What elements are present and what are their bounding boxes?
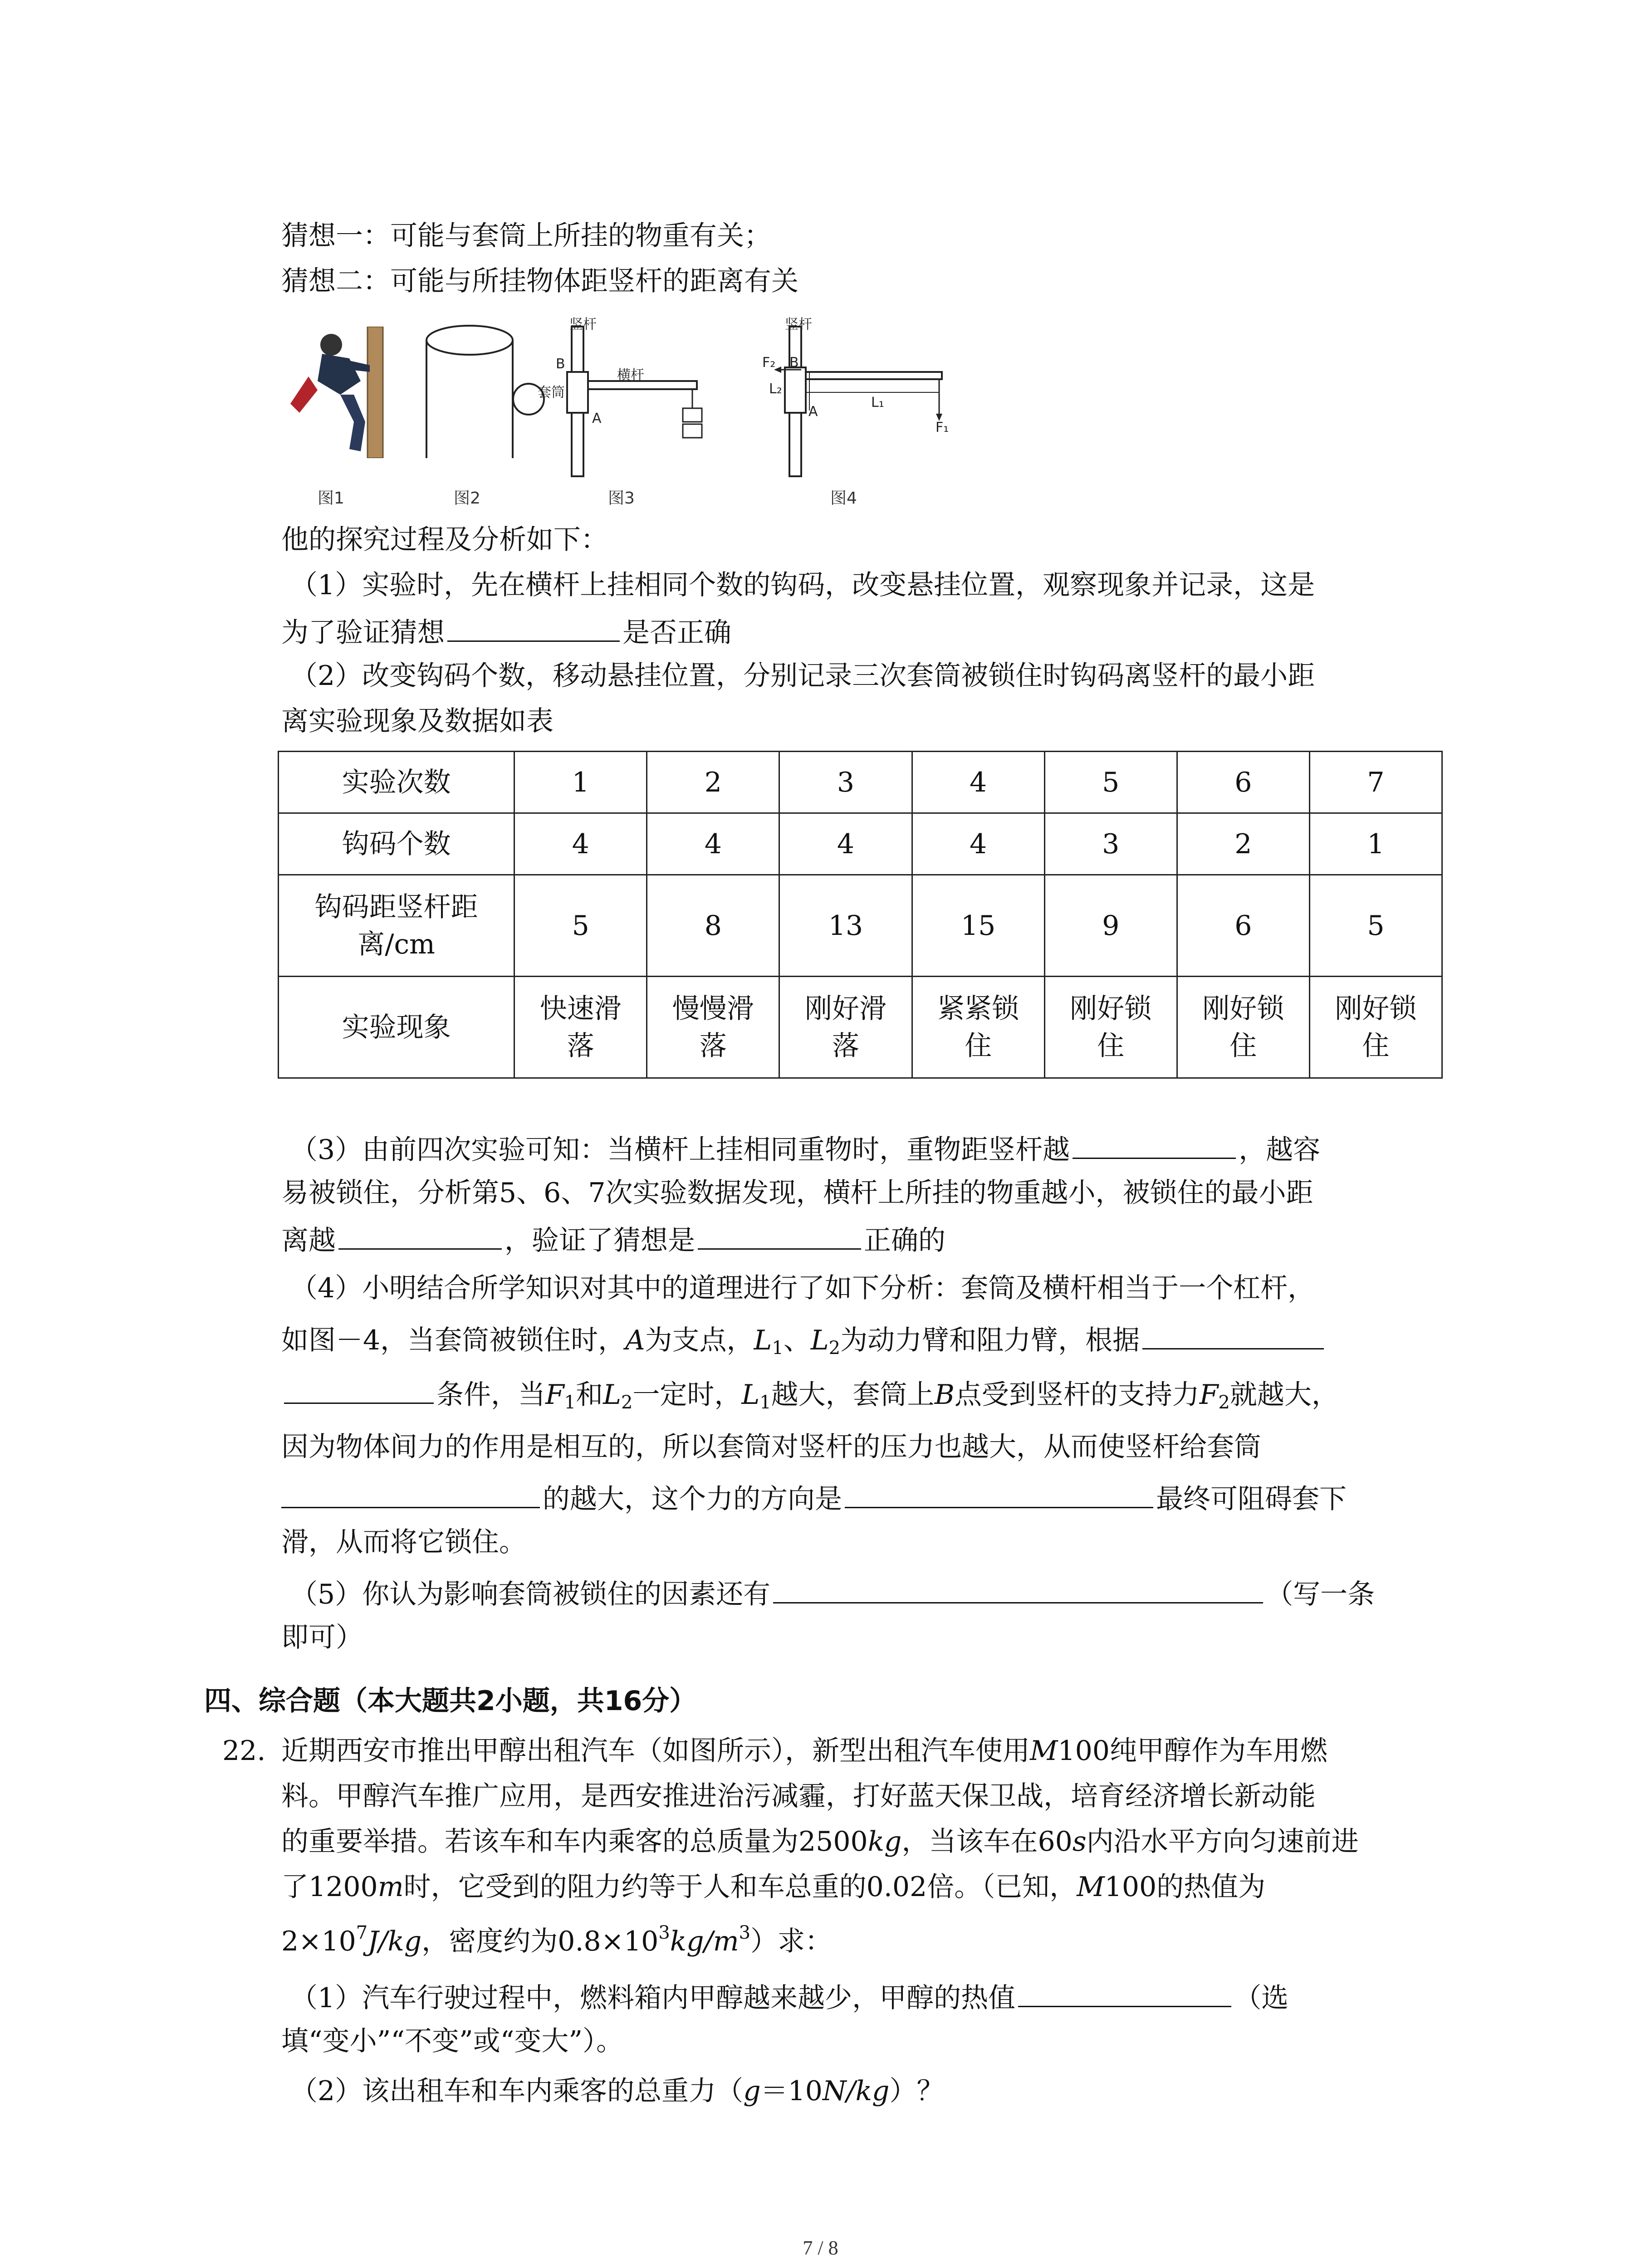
table-cell: 7 (1309, 752, 1442, 813)
answer-blank-6[interactable] (281, 1479, 540, 1508)
table-cell: 5 (1309, 875, 1442, 977)
table-cell: 4 (912, 752, 1044, 813)
table-cell: 1 (514, 752, 647, 813)
experiment-data-table (278, 751, 1443, 1079)
question-4-line-2: 如图－4，当套筒被锁住时，A为支点，$L_1$、$L_2$为动力臂和阻力臂，根据 (281, 1320, 1443, 1359)
figure-4-caption: 图4 (830, 489, 857, 508)
table-cell: 8 (647, 875, 779, 977)
section-4-title: 四、综合题（本大题共2小题，共16分） (204, 1685, 697, 1717)
answer-blank-1[interactable] (447, 612, 620, 642)
answer-blank-5a[interactable] (1142, 1320, 1324, 1349)
question-3-line-3: 离越 ，验证了猜想是 正确的 (281, 1220, 1443, 1259)
question-2-line-1: （2）改变钩码个数，移动悬挂位置，分别记录三次套筒被锁住时钩码离竖杆的最小距 (290, 660, 1315, 692)
figure-4-label-f2: F₂ (762, 355, 776, 371)
figure-3-caption: 图3 (608, 489, 635, 508)
answer-blank-8[interactable] (773, 1574, 1263, 1603)
table-row (279, 752, 1442, 813)
question-5-line-1: （5）你认为影响套筒被锁住的因素还有 （写一条 (290, 1574, 1452, 1613)
table-cell: 2 (1177, 813, 1309, 875)
answer-blank-2[interactable] (1073, 1129, 1236, 1159)
figure-2-sleeve-drawing (422, 322, 554, 467)
table-cell: 3 (1044, 813, 1177, 875)
table-cell: 慢慢滑 落 (647, 977, 779, 1078)
answer-blank-7[interactable] (845, 1479, 1153, 1508)
table-cell: 刚好锁 住 (1177, 977, 1309, 1078)
question-1-line-1: （1）实验时，先在横杆上挂相同个数的钩码，改变悬挂位置，观察现象并记录，这是 (290, 569, 1315, 601)
question-3-line-1: （3）由前四次实验可知：当横杆上挂相同重物时，重物距竖杆越 ，越容 (290, 1129, 1452, 1168)
table-cell: 13 (779, 875, 912, 977)
table-row (279, 813, 1442, 875)
figure-3-label-sleeve: 套筒 (538, 385, 565, 401)
question-1-line-2: 为了验证猜想 是否正确 (281, 612, 1443, 651)
row-header-trial: 实验次数 (279, 752, 514, 813)
question-4-line-3: 条件，当$F_1$和$L_2$一定时，$L_1$越大，套筒上B点受到竖杆的支持力$F_2$就越大， (281, 1374, 1443, 1413)
process-intro: 他的探究过程及分析如下： (281, 524, 608, 556)
table-cell: 4 (912, 813, 1044, 875)
question-22-line-1: 近期西安市推出甲醇出租汽车（如图所示），新型出租汽车使用M100纯甲醇作为车用燃 (281, 1735, 1327, 1767)
figure-4-label-l2: L₂ (769, 381, 782, 397)
table-cell: 1 (1309, 813, 1442, 875)
table-cell: 刚好锁 住 (1044, 977, 1177, 1078)
table-cell: 4 (647, 813, 779, 875)
table-cell: 紧紧锁 住 (912, 977, 1044, 1078)
figure-3-label-pole: 竖杆 (569, 317, 597, 332)
question-22-part-1-line-2: 填“变小”“不变”或“变大”）。 (281, 2025, 624, 2057)
hypothesis-two: 猜想二：可能与所挂物体距竖杆的距离有关 (281, 265, 798, 297)
question-22-line-2: 料。甲醇汽车推广应用，是西安推进治污减霾，打好蓝天保卫战，培育经济增长新动能 (281, 1780, 1316, 1812)
answer-blank-9[interactable] (1018, 1978, 1231, 2007)
table-cell: 5 (514, 875, 647, 977)
question-5-line-2: 即可） (281, 1622, 363, 1653)
figure-3-label-a: A (592, 411, 602, 426)
table-cell: 刚好滑 落 (779, 977, 912, 1078)
figure-3-pole-crossbar-drawing (554, 318, 726, 481)
question-22-part-1-line-1: （1）汽车行驶过程中，燃料箱内甲醇越来越少，甲醇的热值 （选 (290, 1978, 1452, 2016)
figure-4-force-diagram (771, 318, 962, 481)
figure-4-label-pole: 竖杆 (785, 317, 812, 332)
row-header-phenomenon: 实验现象 (279, 977, 514, 1078)
table-row (279, 875, 1442, 977)
figure-4-label-b: B (789, 355, 799, 371)
question-22-number: 22. (222, 1735, 266, 1767)
figure-3-label-b: B (556, 356, 565, 372)
figure-4-label-l1: L₁ (871, 395, 884, 411)
figure-group (281, 313, 962, 513)
table-cell: 5 (1044, 752, 1177, 813)
figure-1-caption: 图1 (318, 489, 344, 508)
figure-1-climber-image (281, 327, 390, 458)
table-row (279, 977, 1442, 1078)
question-3-line-2: 易被锁住，分析第5、6、7次实验数据发现，横杆上所挂的物重越小，被锁住的最小距 (281, 1177, 1313, 1209)
table-cell: 6 (1177, 875, 1309, 977)
question-4-line-1: （4）小明结合所学知识对其中的道理进行了如下分析：套筒及横杆相当于一个杠杆， (290, 1272, 1315, 1304)
table-cell: 刚好锁 住 (1309, 977, 1442, 1078)
answer-blank-5b[interactable] (284, 1374, 434, 1404)
figure-2-caption: 图2 (454, 489, 480, 508)
figure-3-label-crossbar: 横杆 (617, 367, 644, 383)
question-4-line-5: 的越大，这个力的方向是 最终可阻碍套下 (281, 1479, 1443, 1517)
table-cell: 15 (912, 875, 1044, 977)
page-number: 7 / 8 (803, 2237, 838, 2259)
table-cell: 3 (779, 752, 912, 813)
question-22-line-4: 了1200m时，它受到的阻力约等于人和车总重的0.02倍。（已知，M100的热值为 (281, 1871, 1266, 1903)
hypothesis-one: 猜想一：可能与套筒上所挂的物重有关； (281, 220, 771, 252)
figure-4-label-f1: F₁ (936, 420, 949, 435)
row-header-distance: 钩码距竖杆距 离/cm (279, 875, 514, 977)
table-cell: 4 (779, 813, 912, 875)
question-4-line-6: 滑，从而将它锁住。 (281, 1526, 526, 1558)
answer-blank-3[interactable] (338, 1220, 502, 1250)
question-4-line-4: 因为物体间力的作用是相互的，所以套筒对竖杆的压力也越大，从而使竖杆给套筒 (281, 1431, 1261, 1463)
table-cell: 2 (647, 752, 779, 813)
answer-blank-4[interactable] (698, 1220, 861, 1250)
question-2-line-2: 离实验现象及数据如表 (281, 705, 554, 737)
table-cell: 9 (1044, 875, 1177, 977)
figure-4-label-a: A (808, 404, 818, 420)
row-header-count: 钩码个数 (279, 813, 514, 875)
question-22-line-5: $2\times 10^7J/kg$，密度约为$0.8\times 10^3kg/m^3$）求： (281, 1922, 833, 1957)
table-cell: 6 (1177, 752, 1309, 813)
question-22-line-3: 的重要举措。若该车和车内乘客的总质量为2500kg，当该车在60s内沿水平方向匀速前进 (281, 1826, 1359, 1857)
table-cell: 快速滑 落 (514, 977, 647, 1078)
question-22-part-2: （2）该出租车和车内乘客的总重力（g＝10N/kg）？ (290, 2075, 944, 2107)
table-cell: 4 (514, 813, 647, 875)
